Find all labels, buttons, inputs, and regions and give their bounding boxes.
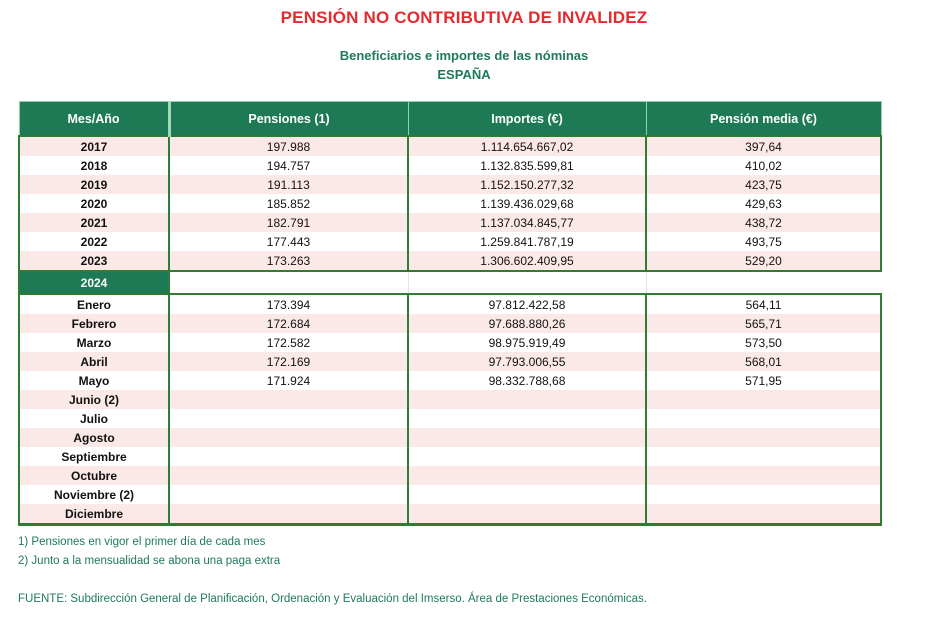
cell-importes: 98.332.788,68 <box>408 371 646 390</box>
footnote-1: 1) Pensiones en vigor el primer día de cada mes <box>18 536 266 548</box>
column-header-mes-ano: Mes/Año <box>19 102 169 137</box>
cell-importes: 1.306.602.409,95 <box>408 251 646 271</box>
cell-pension-media: 423,75 <box>646 175 881 194</box>
cell-pension-media: 564,11 <box>646 294 881 314</box>
cell-importes: 1.114.654.667,02 <box>408 136 646 156</box>
cell-pension-media: 568,01 <box>646 352 881 371</box>
cell-pension-media <box>646 390 881 409</box>
cell-pensiones <box>169 428 408 447</box>
cell-importes: 1.152.150.277,32 <box>408 175 646 194</box>
cell-pensiones: 171.924 <box>169 371 408 390</box>
cell-pension-media: 565,71 <box>646 314 881 333</box>
cell-mes-ano: Agosto <box>19 428 169 447</box>
table-head <box>19 102 881 137</box>
cell-pensiones: 172.169 <box>169 352 408 371</box>
cell-pension-media <box>646 485 881 504</box>
page-scope-country: ESPAÑA <box>437 67 491 82</box>
table-row <box>19 466 881 485</box>
page-title: PENSIÓN NO CONTRIBUTIVA DE INVALIDEZ <box>280 8 648 27</box>
cell-importes <box>408 409 646 428</box>
cell-importes: 1.137.034.845,77 <box>408 213 646 232</box>
table-header-row <box>19 102 881 137</box>
cell-importes <box>408 390 646 409</box>
table-row <box>19 447 881 466</box>
cell-importes: 1.259.841.787,19 <box>408 232 646 251</box>
cell-mes-ano: 2018 <box>19 156 169 175</box>
cell-pension-media <box>646 504 881 525</box>
cell-pensiones <box>169 409 408 428</box>
column-header-pension-media: Pensión media (€) <box>646 102 881 137</box>
cell-pension-media <box>646 447 881 466</box>
table-row <box>19 232 881 251</box>
cell-mes-ano: Julio <box>19 409 169 428</box>
cell-pension-media: 429,63 <box>646 194 881 213</box>
cell-mes-ano: 2017 <box>19 136 169 156</box>
cell-importes: 1.139.436.029,68 <box>408 194 646 213</box>
cell-importes: 98.975.919,49 <box>408 333 646 352</box>
cell-pension-media <box>646 466 881 485</box>
cell-importes: 97.793.006,55 <box>408 352 646 371</box>
cell-pension-media: 438,72 <box>646 213 881 232</box>
cell-mes-ano: Septiembre <box>19 447 169 466</box>
table-row <box>19 409 881 428</box>
column-header-pensiones: Pensiones (1) <box>169 102 408 137</box>
table-row <box>19 194 881 213</box>
cell-importes: 1.132.835.599,81 <box>408 156 646 175</box>
cell-pensiones: 172.582 <box>169 333 408 352</box>
cell-mes-ano: 2022 <box>19 232 169 251</box>
page-subtitle: Beneficiarios e importes de las nóminas <box>339 48 589 63</box>
footnote-2: 2) Junto a la mensualidad se abona una paga extra <box>18 555 281 567</box>
table-row <box>19 390 881 409</box>
cell-mes-ano: 2019 <box>19 175 169 194</box>
table-row <box>19 136 881 156</box>
cell-mes-ano: 2023 <box>19 251 169 271</box>
cell-pension-media: 571,95 <box>646 371 881 390</box>
cell-mes-ano: Enero <box>19 294 169 314</box>
cell-pension-media: 493,75 <box>646 232 881 251</box>
table-row <box>19 251 881 271</box>
cell-mes-ano: Noviembre (2) <box>19 485 169 504</box>
cell-pensiones: 172.684 <box>169 314 408 333</box>
cell-mes-ano: 2020 <box>19 194 169 213</box>
table-body <box>19 136 881 525</box>
column-header-importes: Importes (€) <box>408 102 646 137</box>
table-row <box>19 504 881 525</box>
year-separator-row <box>19 271 881 294</box>
cell-pension-media: 410,02 <box>646 156 881 175</box>
cell-pensiones: 194.757 <box>169 156 408 175</box>
table-row <box>19 156 881 175</box>
year-separator-blank-importes <box>408 271 646 294</box>
cell-pensiones <box>169 390 408 409</box>
table-row <box>19 428 881 447</box>
cell-importes <box>408 428 646 447</box>
table-row <box>19 352 881 371</box>
cell-mes-ano: Diciembre <box>19 504 169 525</box>
subtitle-block <box>0 47 928 84</box>
cell-mes-ano: Abril <box>19 352 169 371</box>
cell-pension-media <box>646 409 881 428</box>
cell-pensiones: 173.394 <box>169 294 408 314</box>
year-separator-label: 2024 <box>19 271 169 294</box>
table-row <box>19 175 881 194</box>
table-row <box>19 371 881 390</box>
cell-pensiones: 177.443 <box>169 232 408 251</box>
cell-mes-ano: Febrero <box>19 314 169 333</box>
cell-pensiones <box>169 504 408 525</box>
cell-pension-media <box>646 428 881 447</box>
pension-table-container <box>18 101 880 526</box>
source-line: FUENTE: Subdirección General de Planificación, Ordenación y Evaluación del Imserso. Área de Prestaciones Económicas. <box>18 593 647 605</box>
cell-pensiones: 197.988 <box>169 136 408 156</box>
cell-pensiones: 182.791 <box>169 213 408 232</box>
cell-importes <box>408 466 646 485</box>
cell-pension-media: 573,50 <box>646 333 881 352</box>
year-separator-blank-pensiones <box>169 271 408 294</box>
cell-mes-ano: Marzo <box>19 333 169 352</box>
cell-importes: 97.688.880,26 <box>408 314 646 333</box>
footnotes <box>18 533 280 571</box>
cell-importes <box>408 447 646 466</box>
cell-pension-media: 529,20 <box>646 251 881 271</box>
cell-pensiones <box>169 485 408 504</box>
cell-pensiones: 185.852 <box>169 194 408 213</box>
cell-importes <box>408 504 646 525</box>
table-row <box>19 314 881 333</box>
cell-pensiones: 173.263 <box>169 251 408 271</box>
cell-pensiones <box>169 466 408 485</box>
pension-table <box>18 101 882 526</box>
cell-pension-media: 397,64 <box>646 136 881 156</box>
cell-mes-ano: Octubre <box>19 466 169 485</box>
cell-importes: 97.812.422,58 <box>408 294 646 314</box>
cell-pensiones <box>169 447 408 466</box>
table-row <box>19 213 881 232</box>
table-row <box>19 333 881 352</box>
cell-mes-ano: 2021 <box>19 213 169 232</box>
table-row <box>19 294 881 314</box>
cell-mes-ano: Junio (2) <box>19 390 169 409</box>
table-row <box>19 485 881 504</box>
year-separator-blank-media <box>646 271 881 294</box>
cell-mes-ano: Mayo <box>19 371 169 390</box>
cell-importes <box>408 485 646 504</box>
cell-pensiones: 191.113 <box>169 175 408 194</box>
